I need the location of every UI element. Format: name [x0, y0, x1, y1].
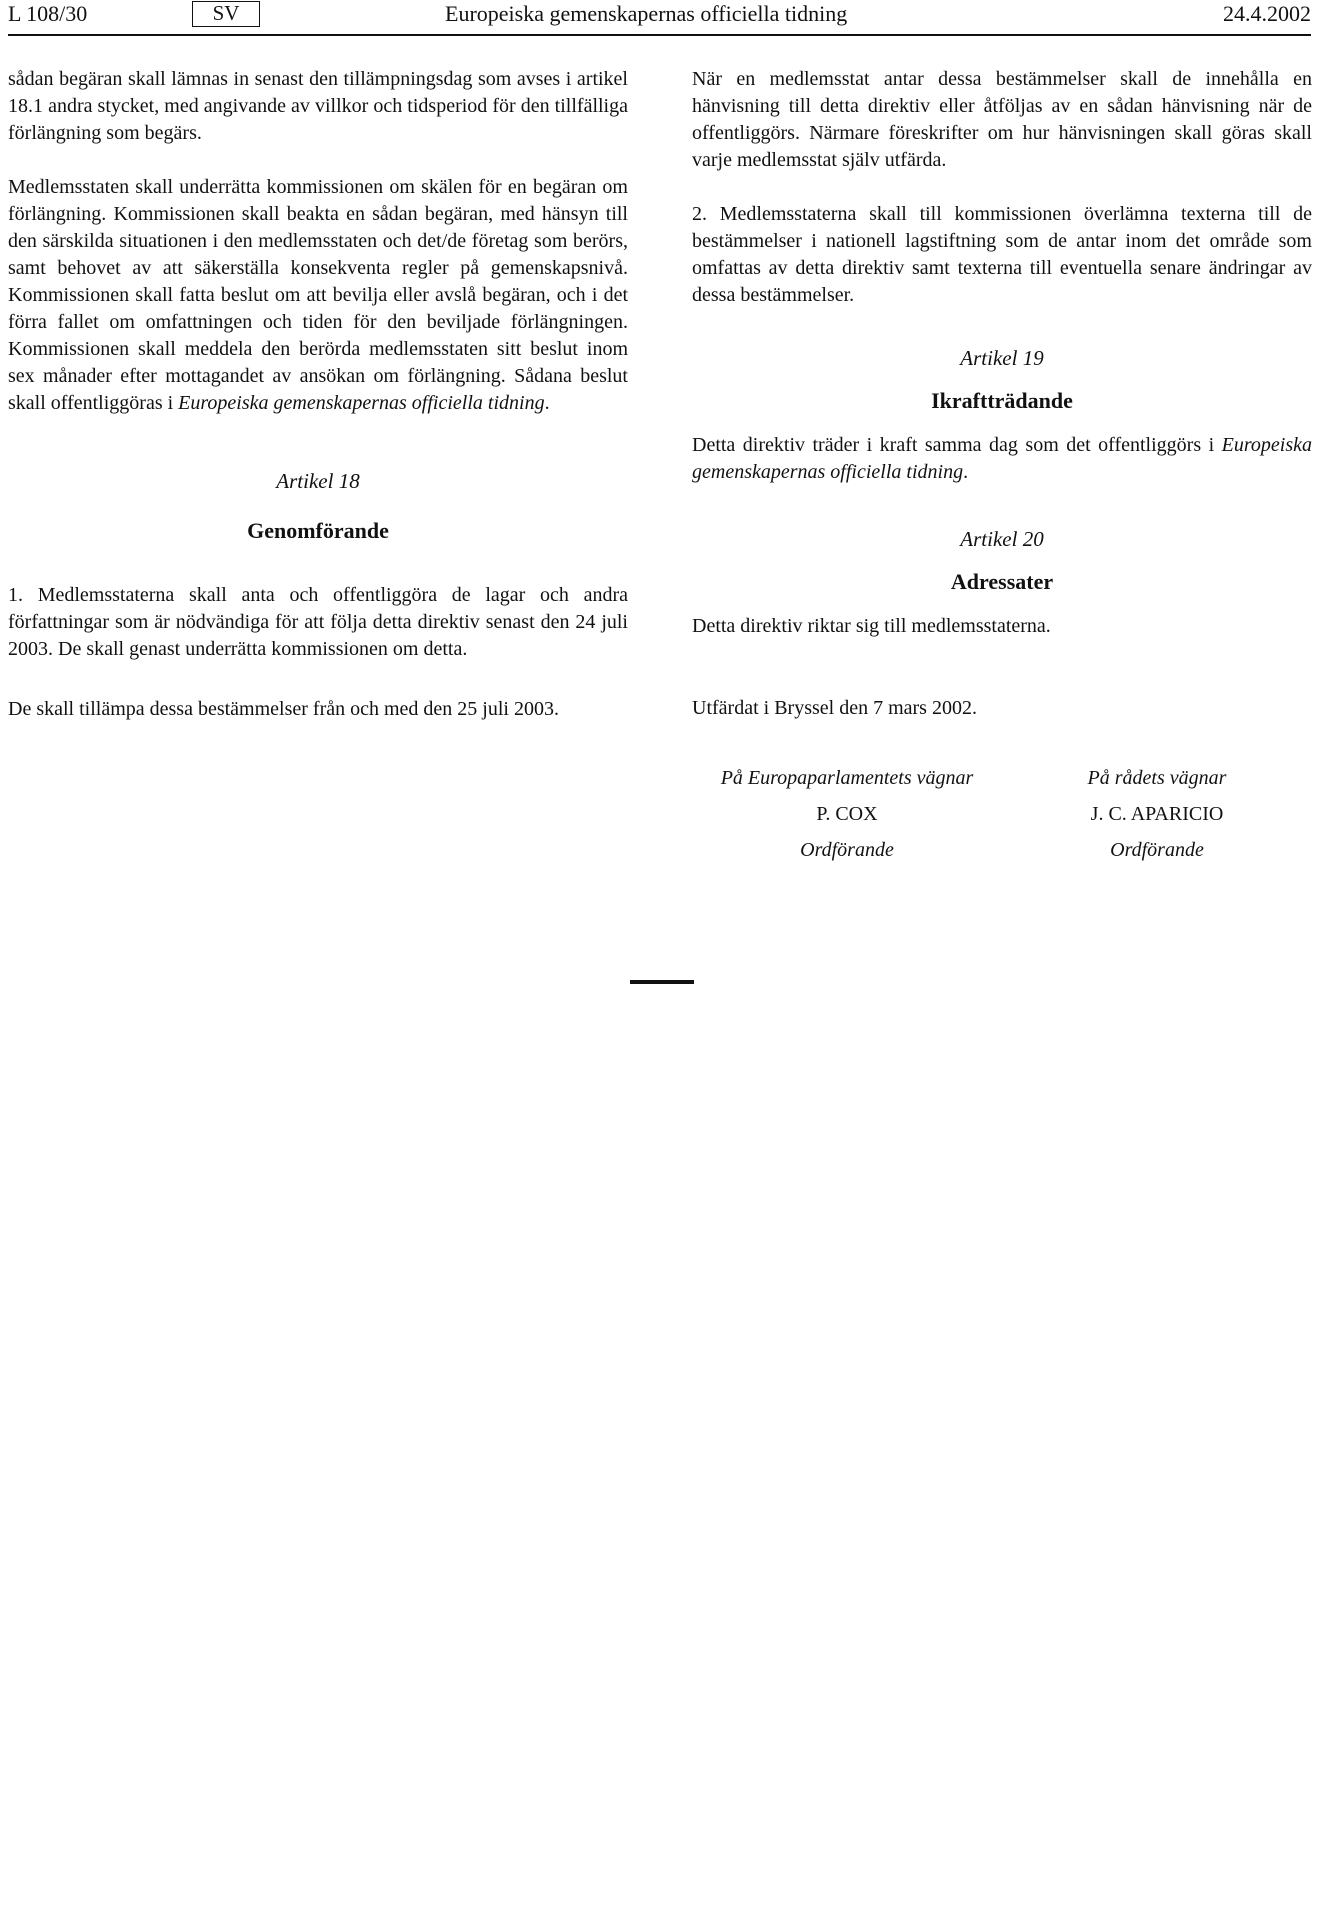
- article-20-paragraph: Detta direktiv riktar sig till medlemsstaterna.: [692, 615, 1051, 637]
- page-header: [0, 0, 1319, 30]
- paragraph-communication-texts: 2. Medlemsstaterna skall till kommissionen överlämna texterna till de bestämmelser i nationell lagstiftning som de antar inom det område som omfattas av detta direktiv samt texterna till eventuella senare ändringar av dessa bestämmelser.: [692, 203, 1312, 306]
- page-reference: L 108/30: [8, 1, 88, 26]
- signatory-name: P. COX: [816, 803, 878, 825]
- signature-parliament: [692, 760, 1002, 868]
- journal-name-italic: Europeiska gemenskapernas officiella tidning: [178, 392, 545, 414]
- signature-block: [692, 760, 1312, 868]
- signature-council: [1002, 760, 1312, 868]
- signatory-role: Ordförande: [1110, 839, 1204, 861]
- language-code-box: SV: [192, 1, 260, 27]
- article-18-paragraph-2: De skall tillämpa dessa bestämmelser från och med den 25 juli 2003.: [8, 698, 559, 720]
- paragraph-extension-request: sådan begäran skall lämnas in senast den tillämpningsdag som avses i artikel 18.1 andra stycket, med angivande av villkor och tidsperiod för den tillfälliga förlängning som begärs.: [8, 68, 628, 144]
- sentence-end: .: [963, 461, 969, 483]
- end-of-document-bar: [630, 980, 694, 984]
- article-18-heading: Genomförande: [247, 518, 389, 543]
- publication-date: 24.4.2002: [1223, 1, 1311, 26]
- journal-name-italic: Europeiska gemenskapernas officiella tidning: [692, 434, 1313, 483]
- signatory-role: Ordförande: [800, 839, 894, 861]
- header-rule: [8, 34, 1311, 36]
- paragraph-text: Detta direktiv träder i kraft samma dag som det offentliggörs i: [692, 434, 1215, 456]
- paragraph-text: Medlemsstaten skall underrätta kommissionen om skälen för en begäran om förlängning. Kommissionen skall beakta en sådan begäran, med hänsyn till den särskilda situationen i den medlemsstaten och det/de företag som berörs, samt behovet av att säkerställa konsekventa regler på gemenskapsnivå. Kommissionen skall fatta beslut om att bevilja eller avslå begäran, och i det förra fallet om omfattningen och tiden för den beviljade förlängningen. Kommissionen skall meddela den berörda medlemsstaten sitt beslut inom sex månader efter mottagandet av ansökan om förlängning. Sådana beslut skall offentliggöras i: [8, 176, 628, 414]
- article-18-paragraph-1: 1. Medlemsstaterna skall anta och offentliggöra de lagar och andra författningar som är nödvändiga för att följa detta direktiv senast den 24 juli 2003. De skall genast underrätta kommissionen om detta.: [8, 584, 628, 660]
- signatory-name: J. C. APARICIO: [1090, 803, 1224, 825]
- article-18-title: Artikel 18: [276, 469, 360, 493]
- article-19-title: Artikel 19: [960, 346, 1044, 370]
- article-20-heading: Adressater: [950, 569, 1054, 594]
- paragraph-commission-decision: [8, 174, 628, 417]
- issued-date-place: Utfärdat i Bryssel den 7 mars 2002.: [692, 697, 977, 719]
- left-column: [8, 66, 628, 723]
- journal-title: Europeiska gemenskapernas officiella tidning: [445, 1, 848, 26]
- article-19-paragraph: [692, 432, 1312, 486]
- article-19-heading: Ikraftträdande: [931, 388, 1073, 413]
- right-column: [692, 66, 1312, 868]
- sentence-end: .: [544, 392, 550, 414]
- article-20-title: Artikel 20: [960, 527, 1044, 551]
- signatory-on-behalf: På Europaparlamentets vägnar: [720, 767, 974, 789]
- signatory-on-behalf: På rådets vägnar: [1087, 767, 1227, 789]
- paragraph-reference-requirement: När en medlemsstat antar dessa bestämmelser skall de innehålla en hänvisning till detta direktiv eller åtföljas av en sådan hänvisning när de offentliggörs. Närmare föreskrifter om hur hänvisningen skall göras skall varje medlemsstat själv utfärda.: [692, 68, 1312, 171]
